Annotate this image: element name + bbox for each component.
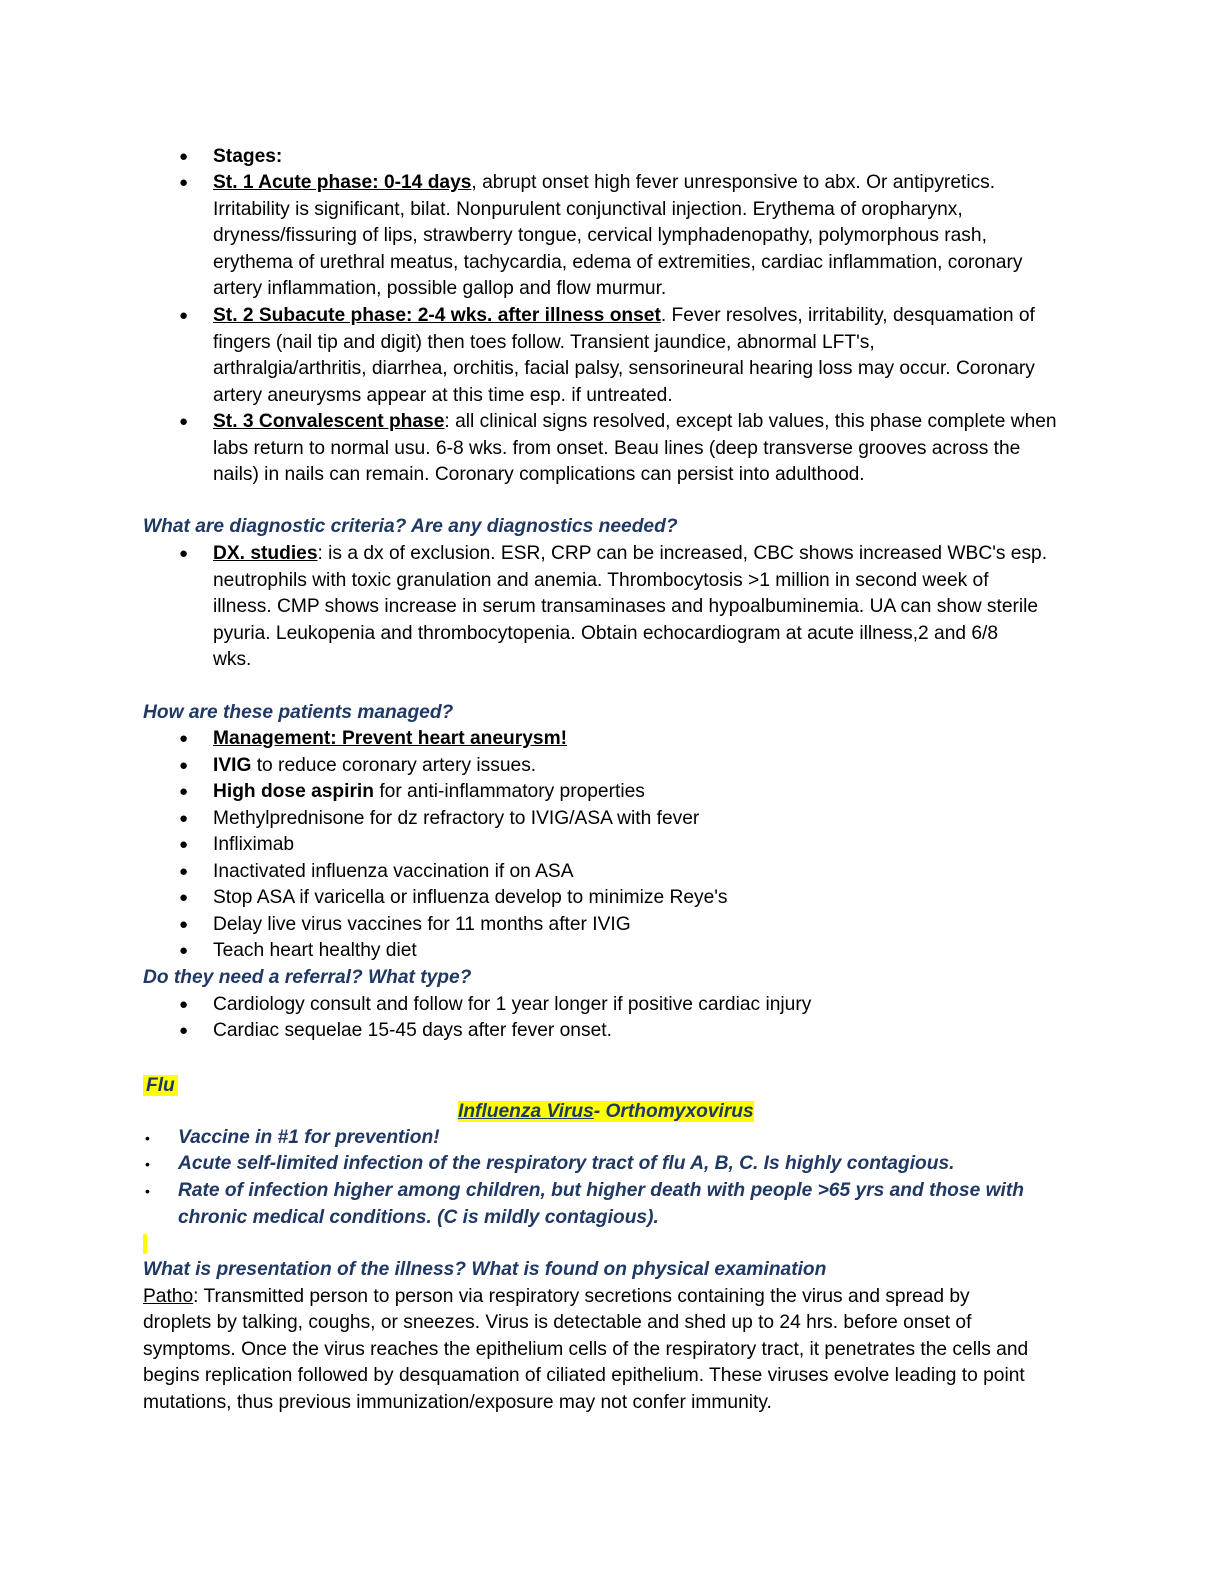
referral-question: Do they need a referral? What type?: [143, 967, 472, 988]
dx-studies-label: DX. studies: [213, 543, 318, 564]
bullet-icon: ●: [179, 413, 189, 430]
flu-bullet: Vaccine in #1 for prevention!: [178, 1127, 440, 1148]
bullet-icon: ●: [179, 996, 189, 1013]
diagnostics-line: neutrophils with toxic granulation and anemia. Thrombocytosis >1 million in second week of: [213, 570, 989, 591]
bullet-icon: ●: [179, 730, 189, 747]
diagnostics-line: wks.: [213, 649, 252, 670]
stage-1-line: Irritability is significant, bilat. Nonpurulent conjunctival injection. Erythema of oropharynx,: [213, 199, 963, 220]
stages-heading: Stages:: [213, 146, 283, 167]
patho-label: Patho: [143, 1286, 194, 1307]
bullet-icon: ●: [179, 916, 189, 933]
stage-3-line: St. 3 Convalescent phase: all clinical signs resolved, except lab values, this phase complete when: [213, 411, 1057, 432]
stage-1-label: St. 1 Acute phase: 0-14 days: [213, 172, 472, 193]
management-item: High dose aspirin for anti-inflammatory properties: [213, 781, 645, 802]
bullet-icon: ●: [179, 545, 189, 562]
patho-line: Patho: Transmitted person to person via respiratory secretions containing the virus and spread by: [143, 1286, 970, 1307]
stage-3-line: labs return to normal usu. 6-8 wks. from onset. Beau lines (deep transverse grooves across the: [213, 438, 1021, 459]
management-item: Teach heart healthy diet: [213, 940, 417, 961]
management-item: Delay live virus vaccines for 11 months after IVIG: [213, 914, 631, 935]
patho-line: symptoms. Once the virus reaches the epithelium cells of the respiratory tract, it penetrates the cells and: [143, 1339, 1029, 1360]
stage-1-line: St. 1 Acute phase: 0-14 days, abrupt onset high fever unresponsive to abx. Or antipyretics.: [213, 172, 996, 193]
patho-line: begins replication followed by desquamation of ciliated epithelium. These viruses evolve leading to point: [143, 1365, 1025, 1386]
bullet-icon: ●: [179, 889, 189, 906]
bullet-icon: •: [145, 1156, 150, 1172]
flu-title: Flu: [143, 1073, 178, 1099]
diagnostics-question: What are diagnostic criteria? Are any diagnostics needed?: [143, 516, 678, 537]
referral-item: Cardiac sequelae 15-45 days after fever onset.: [213, 1020, 612, 1041]
stage-2-line: fingers (nail tip and digit) then toes follow. Transient jaundice, abnormal LFT's,: [213, 332, 875, 353]
management-item: Inactivated influenza vaccination if on ASA: [213, 861, 574, 882]
management-item: Infliximab: [213, 834, 295, 855]
flu-bullet: Acute self-limited infection of the respiratory tract of flu A, B, C. Is highly contagious.: [178, 1153, 955, 1174]
influenza-virus-link: Influenza Virus: [458, 1101, 594, 1122]
stage-3-line: nails) in nails can remain. Coronary complications can persist into adulthood.: [213, 464, 865, 485]
patho-line: mutations, thus previous immunization/exposure may not confer immunity.: [143, 1392, 772, 1413]
bullet-icon: ●: [179, 307, 189, 324]
stage-3-label: St. 3 Convalescent phase: [213, 411, 445, 432]
flu-bullet: Rate of infection higher among children, but higher death with people >65 yrs and those with: [178, 1180, 1024, 1201]
stage-2-line: artery aneurysms appear at this time esp. if untreated.: [213, 385, 673, 406]
flu-bullet: chronic medical conditions. (C is mildly contagious).: [178, 1207, 659, 1228]
stage-1-line: erythema of urethral meatus, tachycardia, edema of extremities, cardiac inflammation, coronary: [213, 252, 1023, 273]
bullet-icon: ●: [179, 174, 189, 191]
bullet-icon: ●: [179, 148, 189, 165]
bullet-icon: ●: [179, 942, 189, 959]
diagnostics-line: DX. studies: is a dx of exclusion. ESR, CRP can be increased, CBC shows increased WBC's esp.: [213, 543, 1048, 564]
bullet-icon: •: [145, 1183, 150, 1199]
text-cursor-highlight: [143, 1234, 147, 1254]
bullet-icon: ●: [179, 757, 189, 774]
stage-1-line: artery inflammation, possible gallop and flow murmur.: [213, 278, 667, 299]
diagnostics-line: illness. CMP shows increase in serum transaminases and hypoalbuminemia. UA can show sterile: [213, 596, 1039, 617]
management-item: Stop ASA if varicella or influenza develop to minimize Reye's: [213, 887, 728, 908]
stage-2-label: St. 2 Subacute phase: 2-4 wks. after illness onset: [213, 305, 661, 326]
management-item: Methylprednisone for dz refractory to IVIG/ASA with fever: [213, 808, 700, 829]
bullet-icon: ●: [179, 863, 189, 880]
presentation-question: What is presentation of the illness? What is found on physical examination: [143, 1259, 827, 1280]
bullet-icon: •: [145, 1130, 150, 1146]
stage-2-line: arthralgia/arthritis, diarrhea, orchitis, facial palsy, sensorineural hearing loss may occur. Coronary: [213, 358, 1035, 379]
management-item: IVIG to reduce coronary artery issues.: [213, 755, 537, 776]
flu-subtitle: Influenza Virus- Orthomyxovirus: [458, 1101, 754, 1122]
bullet-icon: ●: [179, 1022, 189, 1039]
stage-2-line: St. 2 Subacute phase: 2-4 wks. after illness onset. Fever resolves, irritability, desquamation of: [213, 305, 1035, 326]
diagnostics-line: pyuria. Leukopenia and thrombocytopenia. Obtain echocardiogram at acute illness,2 and 6/8: [213, 623, 999, 644]
patho-line: droplets by talking, coughs, or sneezes. Virus is detectable and shed up to 24 hrs. before onset of: [143, 1312, 972, 1333]
management-question: How are these patients managed?: [143, 702, 454, 723]
management-heading: Management: Prevent heart aneurysm!: [213, 728, 568, 749]
bullet-icon: ●: [179, 810, 189, 827]
bullet-icon: ●: [179, 783, 189, 800]
referral-item: Cardiology consult and follow for 1 year longer if positive cardiac injury: [213, 994, 812, 1015]
stage-1-line: dryness/fissuring of lips, strawberry tongue, cervical lymphadenopathy, polymorphous rash,: [213, 225, 987, 246]
bullet-icon: ●: [179, 836, 189, 853]
